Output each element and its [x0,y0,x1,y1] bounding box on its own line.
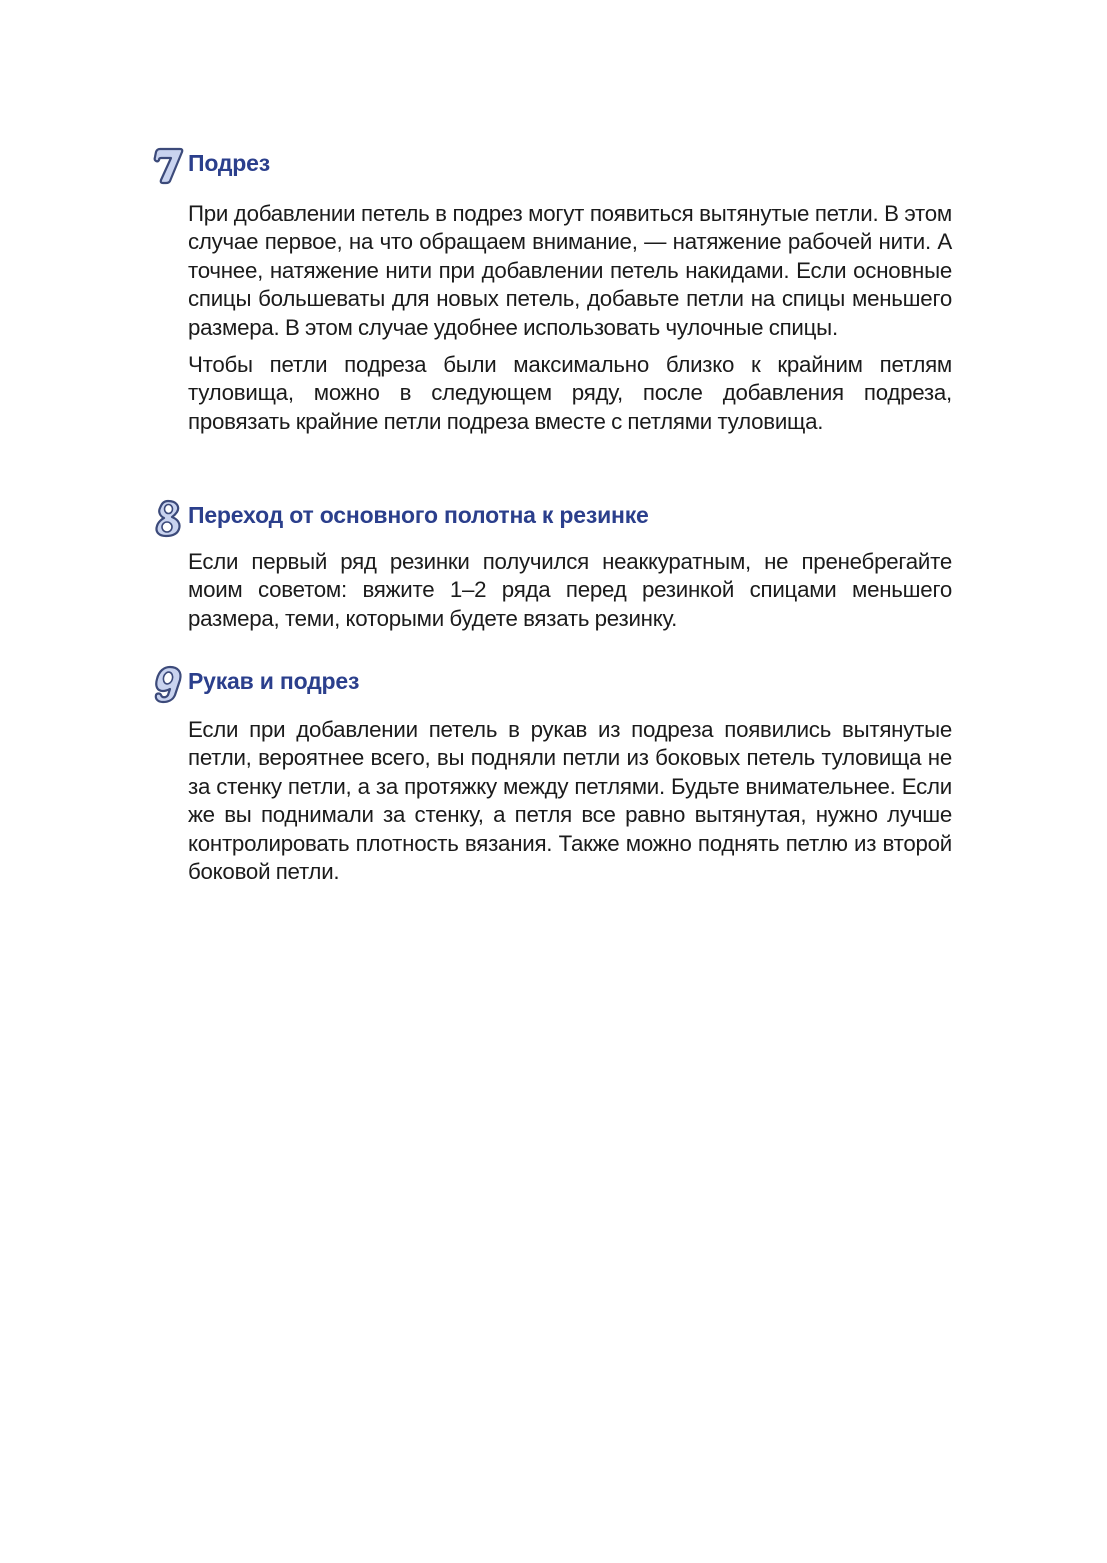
section-7 [150,146,960,436]
section-heading [150,664,960,704]
paragraph: При добавлении петель в подрез могут появиться вытянутые петли. В этом случае первое, на что обращаем внимание, — натяжение рабочей нити. А точнее, натяжение нити при добавлении петель накидами. Если основные спицы большеваты для новых петель, добавьте петли на спицы меньшего размера. В этом случае удобнее использовать чулочные спицы. [188,201,952,340]
digit-seven-outline-icon [150,146,186,186]
section-9 [150,664,960,886]
digit-eight-outline-icon [150,498,186,538]
section-title: Переход от основного полотна к резинке [188,502,649,528]
paragraph: Если при добавлении петель в рукав из подреза появились вытянутые петли, вероятнее всего, вы подняли петли из боковых петель туловища не за стенку петли, а за протяжку между петлями. Будьте внимательнее. Если же вы поднимали за стенку, а петля все равно вытянутая, нужно лучше контролировать плотность вязания. Также можно поднять петлю из второй боковой петли. [188,717,952,885]
section-heading [150,146,960,186]
section-title: Подрез [188,150,270,176]
paragraph: Если первый ряд резинки получился неаккуратным, не пренебрегайте моим советом: вяжите 1–2 ряда перед резинкой спицами меньшего размера, теми, которыми будете вязать резинку. [188,549,952,631]
paragraph: Чтобы петли подреза были максимально близко к крайним петлям туловища, можно в следующем ряду, после добавления подреза, провязать крайние петли подреза вместе с петлями туловища. [188,352,952,434]
digit-nine-outline-icon [150,664,186,704]
section-heading [150,498,960,538]
section-8 [150,498,960,633]
section-title: Рукав и подрез [188,668,360,694]
